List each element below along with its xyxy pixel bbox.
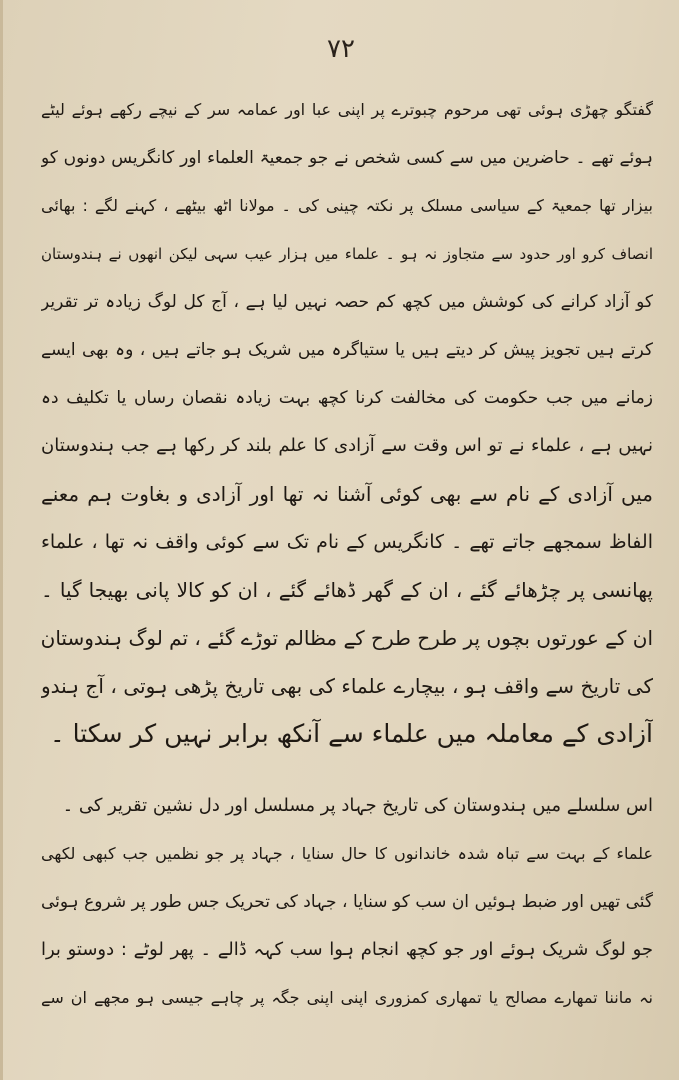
text-line: گئی تھیں اور ضبط ہوئیں ان سب کو سنایا ، جہاد کی تحریک جس طور پر شروع ہوئی [41,892,653,912]
text-line: الفاظ سمجھے جاتے تھے ۔ کانگریس کے نام تک سے کوئی واقف نہ تھا ، علماء [41,531,653,553]
text-line: پھانسی پر چڑھائے گئے ، ان کے گھر ڈھائے گئے ، ان کو کالا پانی بھیجا گیا ۔ [41,578,653,602]
page-number: ۷۲ [327,34,355,64]
page-text [41,86,653,1022]
paragraph-last-line: آزادی کے معاملہ میں علماء سے آنکھ برابر نہیں کر سکتا ۔ [50,719,653,748]
paragraph-2 [41,782,653,1022]
text-line: انصاف کرو اور حدود سے متجاوز نہ ہو ۔ علماء میں ہزار عیب سہی لیکن انھوں نے ہندوستان [41,245,653,263]
text-line: کرتے ہیں تجویز پیش کر دیتے ہیں یا ستیاگرہ میں شریک ہو جاتے ہیں ، وہ بھی ایسے [41,340,653,360]
text-line: ان کے عورتوں بچوں پر طرح طرح کے مظالم توڑے گئے ، تم لوگ ہندوستان [41,626,653,650]
text-line: کو آزاد کرانے کی کوشش میں کچھ کم حصہ نہیں لیا ہے ، آج کل لوگ زیادہ تر تقریر [41,292,653,312]
paragraph-1 [41,86,653,758]
text-line: ہوئے تھے ۔ حاضرین میں سے کسی شخص نے جو جمعیۃ العلماء اور کانگریس دونوں کو [41,148,653,168]
text-line: جو لوگ شریک ہوئے اور جو کچھ انجام ہوا سب کہہ ڈالے ۔ پھر لوٹے : دوستو برا [41,939,653,960]
text-line: اس سلسلے میں ہندوستان کی تاریخ جہاد پر مسلسل اور دل نشین تقریر کی ۔ [62,795,653,816]
text-line: نہیں ہے ، علماء نے تو اس وقت سے آزادی کا علم بلند کر رکھا ہے جب ہندوستان [41,435,653,456]
text-line: زمانے میں جب حکومت کی مخالفت کرنا کچھ بہت زیادہ نقصان رساں یا تکلیف دہ [41,388,653,408]
text-line: علماء کے بہت سے تباہ شدہ خاندانوں کا حال سنایا ، جہاد پر جو نظمیں جب کبھی لکھی [41,844,653,863]
text-line: کی تاریخ سے واقف ہو ، بیچارے علماء کی بھی تاریخ پڑھی ہوتی ، آج ہندو [41,674,653,698]
text-line: نہ ماننا تمھارے مصالح یا تمھاری کمزوری اپنی اپنی جگہ پر چاہے جیسی ہو مجھے ان سے [41,988,653,1007]
text-line: بیزار تھا جمعیۃ کے سیاسی مسلک پر نکتہ چینی کی ۔ مولانا اٹھ بیٹھے ، کہنے لگے : بھائی [41,196,653,215]
paragraph-gap [41,758,653,782]
text-line: میں آزادی کے نام سے بھی کوئی آشنا نہ تھا اور آزادی و بغاوت ہم معنے [41,482,653,506]
text-line: گفتگو چھڑی ہوئی تھی مرحوم چبوترے پر اپنی عبا اور عمامہ سر کے نیچے رکھے ہوئے لیٹے [41,100,653,119]
